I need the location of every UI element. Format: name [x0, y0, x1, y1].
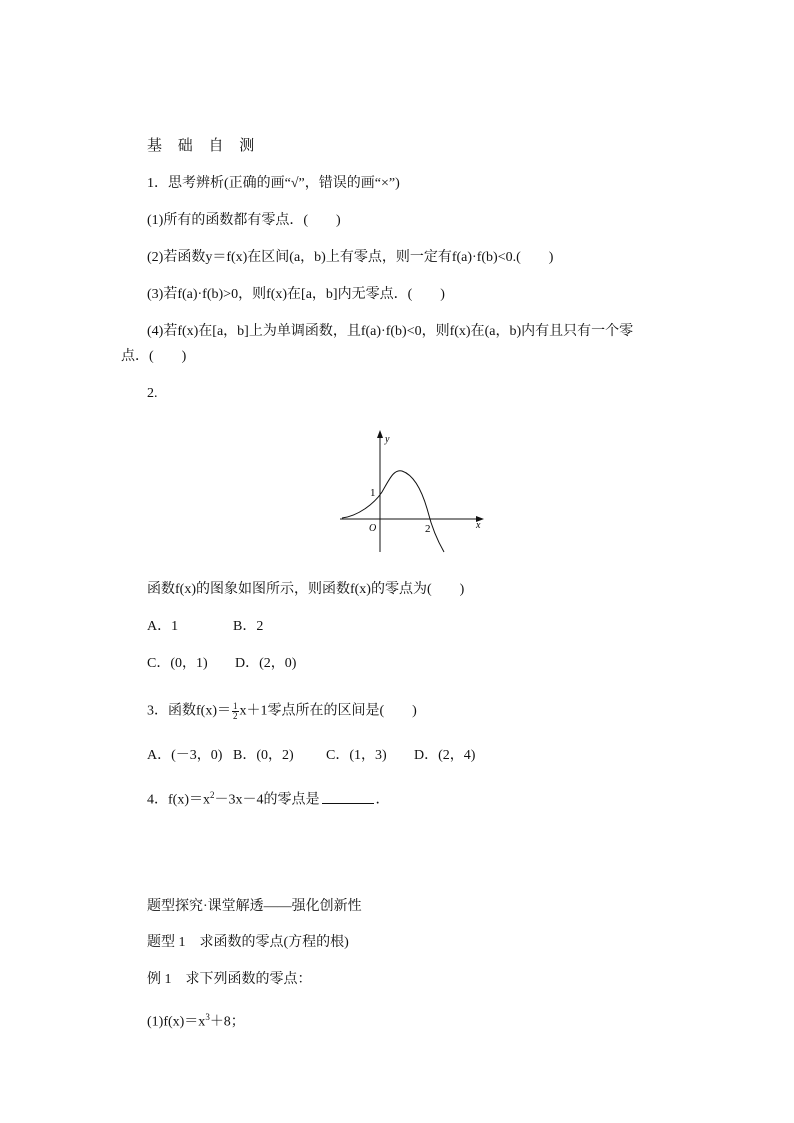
topic-heading: 题型 1 求函数的零点(方程的根): [147, 935, 349, 950]
origin-label: O: [369, 523, 377, 534]
example-item-1: [147, 1008, 245, 1032]
fraction-denominator: 2: [233, 711, 238, 721]
question-4-text: [147, 786, 390, 810]
section-title: 基 础 自 测: [147, 138, 261, 154]
question-3-option-d: D．(2，4): [414, 748, 476, 763]
question-1-item-3: (3)若f(a)·f(b)>0，则f(x)在[a，b]内无零点．( ): [147, 287, 445, 302]
fraction-one-half: [232, 702, 239, 721]
question-4-prefix: 4．f(x)＝x: [147, 792, 210, 808]
example-heading: 例 1 求下列函数的零点：: [147, 972, 312, 987]
question-4-middle: －3x－4的零点是: [214, 792, 320, 808]
question-2-option-c: C．(0，1): [147, 656, 208, 671]
question-2-option-b: B．2: [233, 619, 264, 634]
answer-blank: [322, 791, 374, 804]
function-curve: [342, 471, 444, 552]
y-intercept-label: 1: [370, 487, 376, 499]
question-3-prefix: 3．函数f(x)＝: [147, 703, 231, 719]
function-graph: [338, 424, 490, 556]
question-3-text: [147, 702, 417, 721]
example-item-1-prefix: (1)f(x)＝x: [147, 1014, 206, 1030]
question-4-suffix: ．: [375, 792, 390, 808]
y-axis-arrow: [377, 430, 383, 438]
question-3-option-a: A．(－3，0): [147, 748, 223, 763]
part-2-title: 题型探究·课堂解透——强化创新性: [147, 899, 362, 914]
example-item-1-suffix: ＋8；: [209, 1014, 245, 1030]
question-1-item-4-continued: 点．( ): [121, 349, 187, 364]
question-1-item-1: (1)所有的函数都有零点．( ): [147, 213, 341, 228]
x-axis-label: x: [476, 520, 481, 531]
question-2-option-a: A．1: [147, 619, 179, 634]
question-3-suffix: x＋1零点所在的区间是( ): [239, 703, 417, 719]
question-4-exponent: 2: [210, 790, 215, 800]
question-2-text: 函数f(x)的图象如图所示，则函数f(x)的零点为( ): [147, 582, 465, 597]
root-label: 2: [425, 523, 431, 535]
question-1-item-2: (2)若函数y＝f(x)在区间(a，b)上有零点，则一定有f(a)·f(b)<0.( ): [147, 250, 554, 265]
question-2-number: 2.: [147, 386, 158, 401]
question-1-title: 1．思考辨析(正确的画“√”，错误的画“×”): [147, 176, 400, 191]
example-item-1-exponent: 3: [205, 1012, 210, 1022]
fraction-numerator: 1: [233, 701, 238, 711]
question-3-option-c: C．(1，3): [326, 748, 387, 763]
y-axis-label: y: [385, 434, 390, 445]
question-3-option-b: B．(0，2): [233, 748, 294, 763]
question-2-option-d: D．(2，0): [235, 656, 297, 671]
question-1-item-4: (4)若f(x)在[a，b]上为单调函数，且f(a)·f(b)<0，则f(x)在(a，b)内有且只有一个零: [147, 324, 634, 339]
